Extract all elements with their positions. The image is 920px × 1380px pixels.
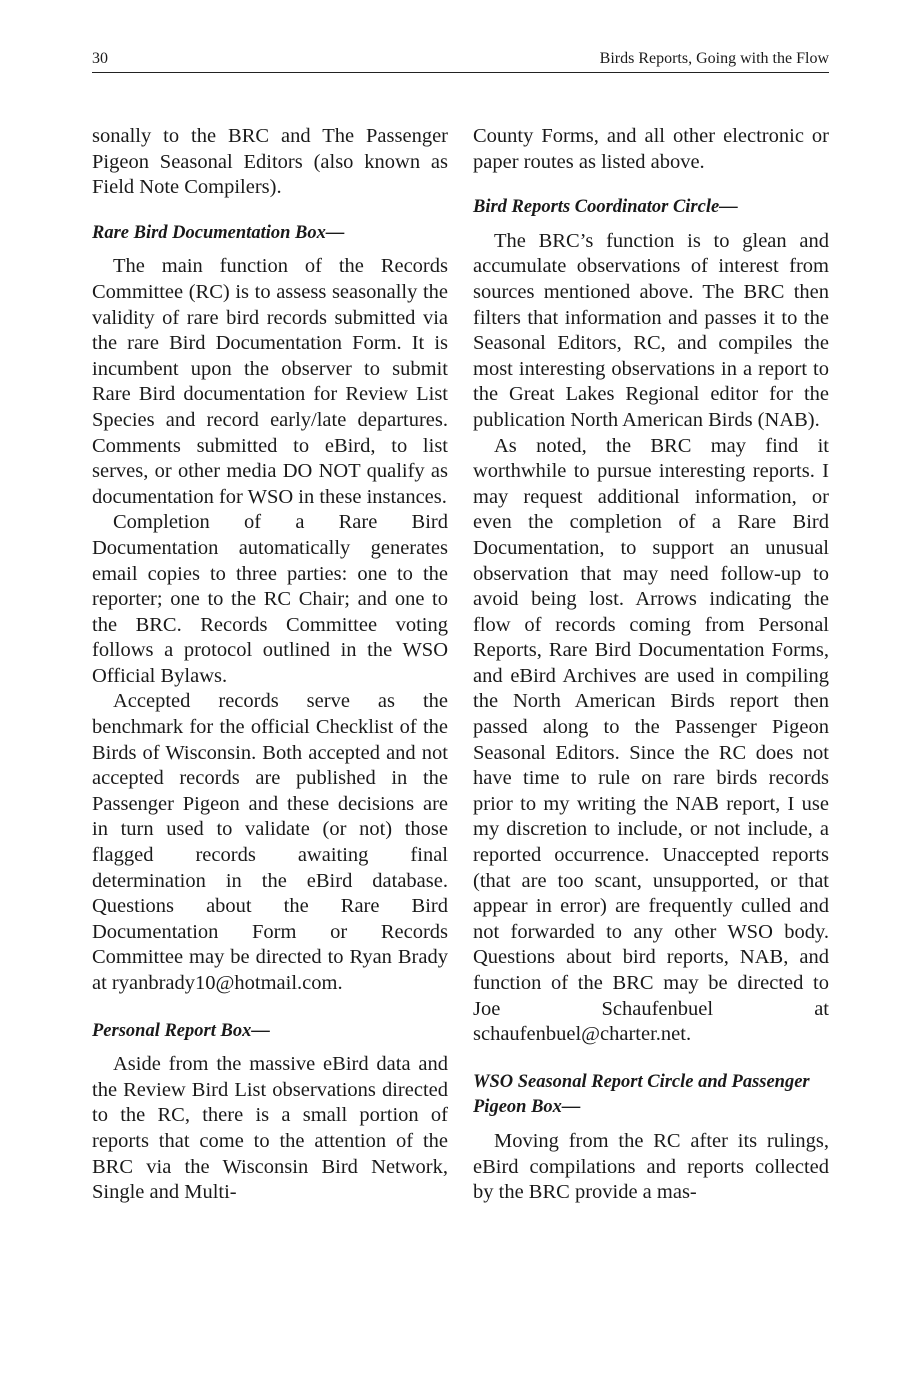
paragraph-continued: County Forms, and all other electronic or paper routes as listed above.: [473, 125, 829, 173]
section-heading-rare-bird-documentation: Rare Bird Documentation Box—: [92, 222, 345, 243]
page-number: 30: [92, 50, 108, 67]
right-column: [473, 124, 829, 1206]
paragraph: Moving from the RC after its rulings, eBird compilations and reports collected by the BRC provide a mas-: [473, 1129, 829, 1204]
paragraph: Aside from the massive eBird data and the Review Bird List observations directed to the RC, there is a small portion of reports that come to the attention of the BRC via the Wisconsin Bird Network, Single and Multi-: [92, 1053, 448, 1204]
section-heading-personal-report: Personal Report Box—: [92, 1020, 270, 1041]
running-head: [92, 48, 829, 73]
paragraph: The BRC’s function is to glean and accumulate observations of interest from sources mentioned above. The BRC then filters that information and passes it to the Seasonal Editors, RC, and compiles the most interesting observations in a report to the Great Lakes Regional editor for the publication North American Birds (NAB).: [473, 229, 829, 431]
paragraph: As noted, the BRC may find it worthwhile to pursue interesting reports. I may request additional information, or even the completion of a Rare Bird Documentation, to support an unusual observation that may need follow-up to avoid being lost. Arrows indicating the flow of records coming from Personal Reports, Rare Bird Documentation Forms, and eBird Archives are used in compiling the North American Birds report then passed along to the Passenger Pigeon Seasonal Editors. Since the RC does not have time to rule on rare birds records prior to my writing the NAB report, I use my discretion to include, or not include, a reported occurrence. Unaccepted reports (that are too scant, unsupported, or that appear in error) are frequently culled and not forwarded to any other WSO body. Questions about bird reports, NAB, and function of the BRC may be directed to Joe Schaufenbuel at schaufenbuel@charter.net.: [473, 434, 829, 1046]
section-heading-wso-seasonal-report: WSO Seasonal Report Circle and Passenger Pigeon Box—: [473, 1071, 810, 1118]
paragraph-continued: sonally to the BRC and The Passenger Pigeon Seasonal Editors (also known as Field Note Compilers).: [92, 125, 448, 199]
paragraph: Completion of a Rare Bird Documentation automatically generates email copies to three parties: one to the reporter; one to the RC Chair; and one to the BRC. Records Committee voting follows a protocol outlined in the WSO Official Bylaws.: [92, 511, 448, 687]
paragraph: Accepted records serve as the benchmark for the official Checklist of the Birds of Wisconsin. Both accepted and not accepted records are published in the Passenger Pigeon and these decisions are in turn used to validate (or not) those flagged records awaiting final determination in the eBird database. Questions about the Rare Bird Documentation Form or Records Committee may be directed to Ryan Brady at ryanbrady10@hotmail.com.: [92, 690, 448, 994]
section-heading-bird-reports-coordinator: Bird Reports Coordinator Circle—: [473, 197, 738, 218]
paragraph: The main function of the Records Committee (RC) is to assess seasonally the validity of rare bird records submitted via the rare Bird Documentation Form. It is incumbent upon the observer to submit Rare Bird documentation for Review List Species and record early/late departures. Comments submitted to eBird, to list serves, or other media DO NOT qualify as documentation for WSO in these instances.: [92, 255, 448, 508]
left-column: [92, 124, 448, 1206]
running-title: Birds Reports, Going with the Flow: [599, 50, 829, 67]
